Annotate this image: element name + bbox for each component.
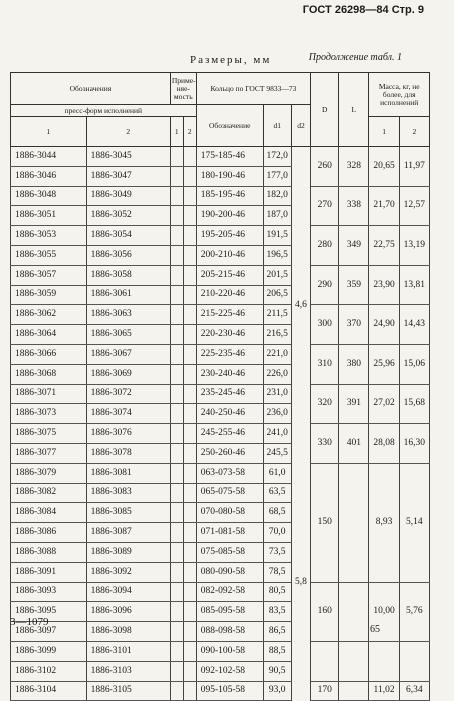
ring-designation: 071-081-58 (196, 523, 263, 543)
ring-d1: 211,5 (263, 305, 291, 325)
dim-D: 280 (311, 226, 339, 266)
ring-designation: 205-215-46 (196, 265, 263, 285)
mass-exec-1: 20,65 (369, 147, 399, 187)
applicability-1 (170, 523, 183, 543)
mass-exec-2: 11,97 (399, 147, 429, 187)
designation-exec-1: 1886-3071 (11, 384, 87, 404)
designation-exec-1: 1886-3077 (11, 443, 87, 463)
designation-exec-2: 1886-3087 (86, 523, 170, 543)
ring-designation: 250-260-46 (196, 443, 263, 463)
ring-designation: 220-230-46 (196, 325, 263, 345)
mass-exec-2: 5,14 (399, 463, 429, 582)
applicability-1 (170, 503, 183, 523)
designation-exec-2: 1886-3047 (86, 166, 170, 186)
applicability-2 (183, 186, 196, 206)
dim-L: 380 (339, 344, 369, 384)
ring-d1: 245,5 (263, 443, 291, 463)
ring-designation: 063-073-58 (196, 463, 263, 483)
designation-exec-1: 1886-3064 (11, 325, 87, 345)
applicability-1 (170, 384, 183, 404)
dim-L: 370 (339, 305, 369, 345)
mass-exec-1: 21,70 (369, 186, 399, 226)
applicability-1 (170, 186, 183, 206)
header-applicability: Приме- няе- мость (170, 73, 196, 105)
ring-d2: 5,8 (291, 463, 310, 701)
designation-exec-1: 1886-3095 (11, 602, 87, 622)
ring-d1: 201,5 (263, 265, 291, 285)
designation-exec-1: 1886-3091 (11, 562, 87, 582)
ring-designation: 065-075-58 (196, 483, 263, 503)
applicability-2 (183, 622, 196, 642)
ring-designation: 230-240-46 (196, 364, 263, 384)
applicability-2 (183, 384, 196, 404)
designation-exec-1: 1886-3084 (11, 503, 87, 523)
table-row (11, 463, 430, 483)
designation-exec-2: 1886-3045 (86, 147, 170, 167)
mass-exec-1: 27,02 (369, 384, 399, 424)
mass-exec-1: 22,75 (369, 226, 399, 266)
ring-designation: 200-210-46 (196, 245, 263, 265)
mass-exec-1: 10,00 (369, 582, 399, 641)
designation-exec-1: 1886-3088 (11, 542, 87, 562)
applicability-1 (170, 542, 183, 562)
header-appl-2: 2 (183, 117, 196, 147)
ring-d1: 78,5 (263, 562, 291, 582)
mass-exec-2: 13,19 (399, 226, 429, 266)
dim-L (339, 463, 369, 582)
applicability-2 (183, 245, 196, 265)
ring-d1: 196,5 (263, 245, 291, 265)
dimensions-table (10, 72, 430, 701)
applicability-2 (183, 443, 196, 463)
dim-D: 310 (311, 344, 339, 384)
table-row (11, 681, 430, 701)
applicability-1 (170, 483, 183, 503)
dim-D: 320 (311, 384, 339, 424)
applicability-1 (170, 463, 183, 483)
ring-designation: 195-205-46 (196, 226, 263, 246)
ring-d1: 63,5 (263, 483, 291, 503)
mass-exec-1: 8,93 (369, 463, 399, 582)
mass-exec-2 (399, 641, 429, 681)
applicability-1 (170, 602, 183, 622)
footer-left: 3—1079 (10, 616, 49, 628)
mass-exec-2: 14,43 (399, 305, 429, 345)
applicability-2 (183, 582, 196, 602)
applicability-1 (170, 147, 183, 167)
dim-D: 300 (311, 305, 339, 345)
applicability-1 (170, 166, 183, 186)
ring-d1: 221,0 (263, 344, 291, 364)
ring-d1: 231,0 (263, 384, 291, 404)
designation-exec-1: 1886-3051 (11, 206, 87, 226)
designation-exec-2: 1886-3056 (86, 245, 170, 265)
ring-designation: 090-100-58 (196, 641, 263, 661)
ring-d1: 83,5 (263, 602, 291, 622)
designation-exec-2: 1886-3094 (86, 582, 170, 602)
table-row (11, 265, 430, 285)
applicability-1 (170, 364, 183, 384)
applicability-1 (170, 622, 183, 642)
header-d2: d2 (291, 105, 310, 147)
table-row (11, 344, 430, 364)
ring-d1: 182,0 (263, 186, 291, 206)
table-row (11, 147, 430, 167)
designation-exec-2: 1886-3076 (86, 424, 170, 444)
ring-d1: 241,0 (263, 424, 291, 444)
applicability-1 (170, 245, 183, 265)
ring-d1: 73,5 (263, 542, 291, 562)
applicability-2 (183, 641, 196, 661)
dim-L (339, 681, 369, 701)
designation-exec-2: 1886-3052 (86, 206, 170, 226)
ring-designation: 088-098-58 (196, 622, 263, 642)
dim-D: 270 (311, 186, 339, 226)
table-body (11, 147, 430, 701)
header-mass-2: 2 (399, 117, 429, 147)
table-row (11, 582, 430, 602)
designation-exec-2: 1886-3083 (86, 483, 170, 503)
ring-d1: 177,0 (263, 166, 291, 186)
applicability-1 (170, 325, 183, 345)
applicability-2 (183, 542, 196, 562)
applicability-1 (170, 404, 183, 424)
ring-d1: 86,5 (263, 622, 291, 642)
header-designation: Обозначения (11, 73, 171, 105)
applicability-2 (183, 166, 196, 186)
designation-exec-1: 1886-3055 (11, 245, 87, 265)
applicability-1 (170, 582, 183, 602)
applicability-2 (183, 681, 196, 701)
designation-exec-2: 1886-3096 (86, 602, 170, 622)
designation-exec-2: 1886-3078 (86, 443, 170, 463)
applicability-1 (170, 661, 183, 681)
designation-exec-2: 1886-3054 (86, 226, 170, 246)
dim-L (339, 582, 369, 641)
dim-D: 160 (311, 582, 339, 641)
mass-exec-2: 6,34 (399, 681, 429, 701)
applicability-2 (183, 206, 196, 226)
header-D: D (311, 73, 339, 147)
mass-exec-1: 11,02 (369, 681, 399, 701)
applicability-1 (170, 562, 183, 582)
header-ring-designation: Обозначение (196, 105, 263, 147)
designation-exec-2: 1886-3103 (86, 661, 170, 681)
designation-exec-2: 1886-3058 (86, 265, 170, 285)
designation-exec-2: 1886-3092 (86, 562, 170, 582)
designation-exec-1: 1886-3066 (11, 344, 87, 364)
applicability-1 (170, 443, 183, 463)
table-row (11, 424, 430, 444)
ring-d1: 88,5 (263, 641, 291, 661)
header-mass: Масса, кг, не более, для исполнений (369, 73, 430, 117)
ring-d1: 216,5 (263, 325, 291, 345)
dim-D: 150 (311, 463, 339, 582)
dim-D: 290 (311, 265, 339, 305)
ring-d1: 70,0 (263, 523, 291, 543)
applicability-2 (183, 562, 196, 582)
designation-exec-1: 1886-3057 (11, 265, 87, 285)
mass-exec-2: 12,57 (399, 186, 429, 226)
designation-exec-1: 1886-3104 (11, 681, 87, 701)
ring-designation: 075-085-58 (196, 542, 263, 562)
applicability-2 (183, 463, 196, 483)
designation-exec-2: 1886-3063 (86, 305, 170, 325)
mass-exec-1: 25,96 (369, 344, 399, 384)
dim-L: 359 (339, 265, 369, 305)
header-mass-1: 1 (369, 117, 399, 147)
mass-exec-2: 15,06 (399, 344, 429, 384)
designation-exec-2: 1886-3061 (86, 285, 170, 305)
header-appl-1: 1 (170, 117, 183, 147)
dim-L: 328 (339, 147, 369, 187)
ring-designation: 095-105-58 (196, 681, 263, 701)
ring-d1: 226,0 (263, 364, 291, 384)
applicability-2 (183, 404, 196, 424)
designation-exec-1: 1886-3044 (11, 147, 87, 167)
ring-d1: 61,0 (263, 463, 291, 483)
applicability-2 (183, 305, 196, 325)
ring-designation: 082-092-58 (196, 582, 263, 602)
applicability-1 (170, 226, 183, 246)
header-exec-2: 2 (86, 117, 170, 147)
ring-designation: 225-235-46 (196, 344, 263, 364)
mass-exec-1: 28,08 (369, 424, 399, 464)
ring-d2: 4,6 (291, 147, 310, 464)
ring-designation: 210-220-46 (196, 285, 263, 305)
applicability-1 (170, 305, 183, 325)
designation-exec-1: 1886-3048 (11, 186, 87, 206)
designation-exec-1: 1886-3097 (11, 622, 87, 642)
applicability-2 (183, 523, 196, 543)
mass-exec-2: 15,68 (399, 384, 429, 424)
applicability-1 (170, 265, 183, 285)
designation-exec-2: 1886-3074 (86, 404, 170, 424)
dim-D: 170 (311, 681, 339, 701)
designation-exec-1: 1886-3073 (11, 404, 87, 424)
header-L: L (339, 73, 369, 147)
dim-L: 401 (339, 424, 369, 464)
header-press-forms: пресс-форм исполнений (11, 105, 197, 117)
ring-designation: 245-255-46 (196, 424, 263, 444)
ring-designation: 240-250-46 (196, 404, 263, 424)
mass-exec-1 (369, 641, 399, 681)
header-exec-1: 1 (11, 117, 87, 147)
header-d1: d1 (263, 105, 291, 147)
table-row (11, 226, 430, 246)
ring-designation: 085-095-58 (196, 602, 263, 622)
designation-exec-2: 1886-3069 (86, 364, 170, 384)
ring-d1: 187,0 (263, 206, 291, 226)
designation-exec-2: 1886-3072 (86, 384, 170, 404)
designation-exec-2: 1886-3085 (86, 503, 170, 523)
table-caption: Размеры, мм (190, 54, 272, 66)
ring-d1: 236,0 (263, 404, 291, 424)
applicability-2 (183, 344, 196, 364)
designation-exec-2: 1886-3105 (86, 681, 170, 701)
ring-d1: 172,0 (263, 147, 291, 167)
mass-exec-1: 23,90 (369, 265, 399, 305)
applicability-2 (183, 325, 196, 345)
applicability-2 (183, 265, 196, 285)
designation-exec-1: 1886-3053 (11, 226, 87, 246)
applicability-1 (170, 285, 183, 305)
designation-exec-1: 1886-3102 (11, 661, 87, 681)
mass-exec-1: 24,90 (369, 305, 399, 345)
designation-exec-2: 1886-3089 (86, 542, 170, 562)
applicability-1 (170, 206, 183, 226)
ring-designation: 215-225-46 (196, 305, 263, 325)
dim-D: 260 (311, 147, 339, 187)
designation-exec-1: 1886-3046 (11, 166, 87, 186)
table-row (11, 305, 430, 325)
table-header (11, 73, 430, 147)
ring-d1: 93,0 (263, 681, 291, 701)
page-number: 65 (370, 624, 380, 635)
designation-exec-2: 1886-3101 (86, 641, 170, 661)
ring-d1: 80,5 (263, 582, 291, 602)
table-row (11, 641, 430, 661)
dim-D: 330 (311, 424, 339, 464)
dim-L: 338 (339, 186, 369, 226)
applicability-2 (183, 483, 196, 503)
mass-exec-2: 5,76 (399, 582, 429, 641)
ring-d1: 206,5 (263, 285, 291, 305)
ring-designation: 190-200-46 (196, 206, 263, 226)
ring-designation: 180-190-46 (196, 166, 263, 186)
mass-exec-2: 16,30 (399, 424, 429, 464)
designation-exec-1: 1886-3099 (11, 641, 87, 661)
table-row (11, 384, 430, 404)
applicability-2 (183, 424, 196, 444)
applicability-1 (170, 681, 183, 701)
ring-d1: 191,5 (263, 226, 291, 246)
designation-exec-1: 1886-3079 (11, 463, 87, 483)
applicability-1 (170, 344, 183, 364)
dim-D (311, 641, 339, 681)
applicability-1 (170, 641, 183, 661)
applicability-2 (183, 285, 196, 305)
applicability-2 (183, 661, 196, 681)
designation-exec-1: 1886-3059 (11, 285, 87, 305)
designation-exec-2: 1886-3098 (86, 622, 170, 642)
designation-exec-2: 1886-3065 (86, 325, 170, 345)
ring-d1: 68,5 (263, 503, 291, 523)
page-header: ГОСТ 26298—84 Стр. 9 (302, 4, 424, 16)
ring-designation: 092-102-58 (196, 661, 263, 681)
designation-exec-1: 1886-3082 (11, 483, 87, 503)
applicability-1 (170, 424, 183, 444)
dim-L: 349 (339, 226, 369, 266)
ring-designation: 235-245-46 (196, 384, 263, 404)
designation-exec-1: 1886-3068 (11, 364, 87, 384)
ring-designation: 070-080-58 (196, 503, 263, 523)
applicability-2 (183, 147, 196, 167)
designation-exec-2: 1886-3067 (86, 344, 170, 364)
designation-exec-1: 1886-3093 (11, 582, 87, 602)
dim-L (339, 641, 369, 681)
applicability-2 (183, 503, 196, 523)
continuation-note: Продолжение табл. 1 (308, 52, 402, 63)
designation-exec-2: 1886-3049 (86, 186, 170, 206)
applicability-2 (183, 602, 196, 622)
designation-exec-1: 1886-3075 (11, 424, 87, 444)
designation-exec-1: 1886-3086 (11, 523, 87, 543)
ring-designation: 080-090-58 (196, 562, 263, 582)
dim-L: 391 (339, 384, 369, 424)
ring-d1: 90,5 (263, 661, 291, 681)
table-row (11, 186, 430, 206)
header-ring: Кольцо по ГОСТ 9833—73 (196, 73, 310, 105)
designation-exec-2: 1886-3081 (86, 463, 170, 483)
mass-exec-2: 13,81 (399, 265, 429, 305)
designation-exec-1: 1886-3062 (11, 305, 87, 325)
ring-designation: 175-185-46 (196, 147, 263, 167)
applicability-2 (183, 226, 196, 246)
ring-designation: 185-195-46 (196, 186, 263, 206)
applicability-2 (183, 364, 196, 384)
